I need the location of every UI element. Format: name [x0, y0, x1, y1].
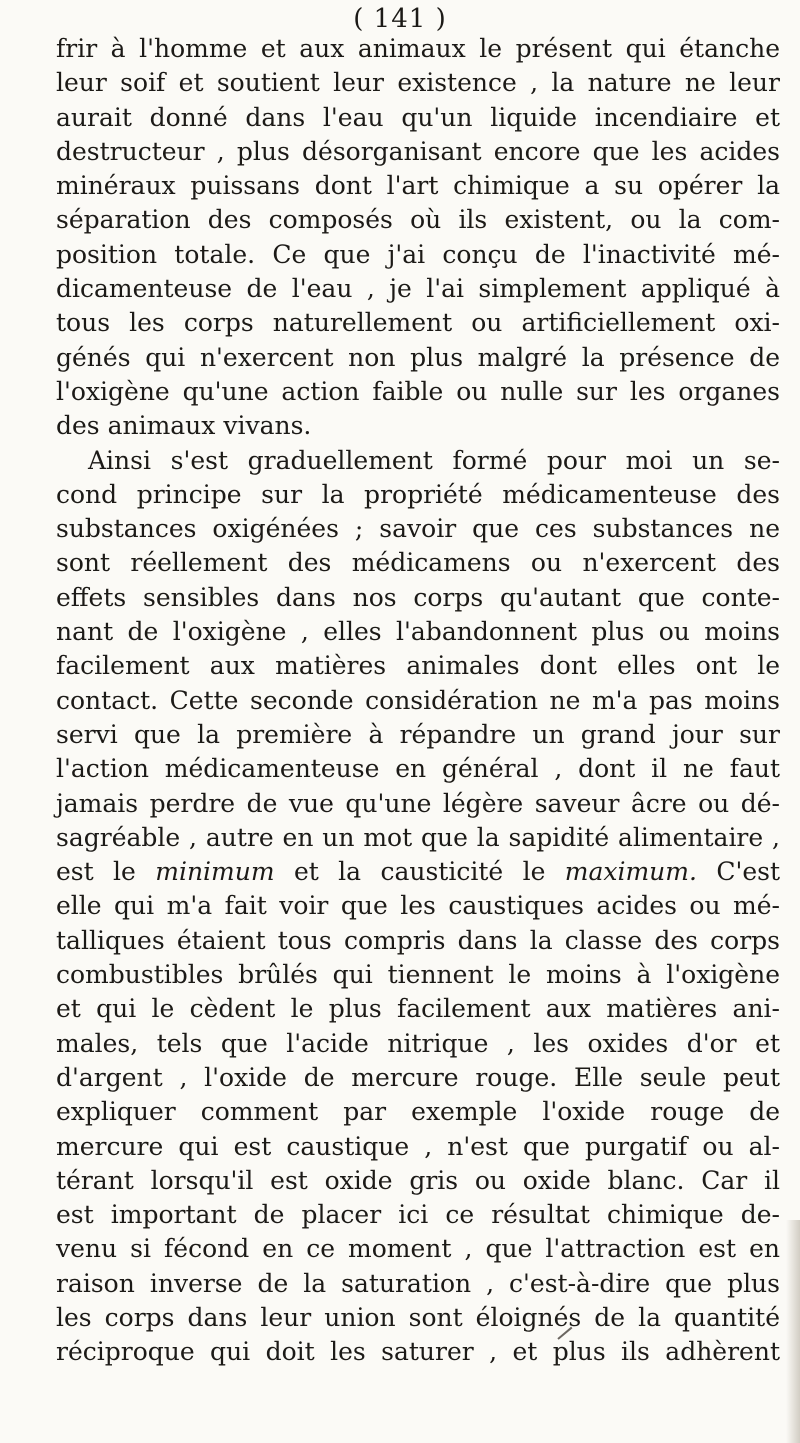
- text-line: servi que la première à répandre un grand jour sur: [56, 719, 780, 749]
- text-line: sagréable , autre en un mot que la sapidité alimentaire ,: [56, 822, 780, 852]
- text-line: l'action médicamenteuse en général , dont il ne faut: [56, 754, 780, 784]
- paragraph-2: [56, 444, 780, 1370]
- text-line: elle qui m'a fait voir que les caustiques acides ou mé-: [56, 891, 780, 921]
- text-line: effets sensibles dans nos corps qu'autant que conte-: [56, 582, 780, 612]
- text-line: leur soif et soutient leur existence , la nature ne leur: [56, 68, 780, 98]
- text-line: facilement aux matières animales dont elles ont le: [56, 651, 780, 681]
- text-line: et qui le cèdent le plus facilement aux matières ani-: [56, 994, 780, 1024]
- text-line: expliquer comment par exemple l'oxide rouge de: [56, 1097, 780, 1127]
- text-line: réciproque qui doit les saturer , et plus ils adhèrent: [56, 1337, 780, 1367]
- text-line: combustibles brûlés qui tiennent le moins à l'oxigène: [56, 960, 780, 990]
- text-line: génés qui n'exercent non plus malgré la présence de: [56, 342, 780, 372]
- text-line: minéraux puissans dont l'art chimique a su opérer la: [56, 171, 780, 201]
- text-line: substances oxigénées ; savoir que ces substances ne: [56, 514, 780, 544]
- text-line: cond principe sur la propriété médicamenteuse des: [56, 479, 780, 509]
- text-line: raison inverse de la saturation , c'est-à-dire que plus: [56, 1268, 780, 1298]
- text-line: séparation des composés où ils existent, ou la com-: [56, 205, 780, 235]
- text-line: est important de placer ici ce résultat chimique de-: [56, 1200, 780, 1230]
- text-line: position totale. Ce que j'ai conçu de l'inactivité mé-: [56, 239, 780, 269]
- text-line: jamais perdre de vue qu'une légère saveur âcre ou dé-: [56, 788, 780, 818]
- italic-term-minimum: minimum: [155, 857, 275, 887]
- text-line: d'argent , l'oxide de mercure rouge. Elle seule peut: [56, 1062, 780, 1092]
- text-line: aurait donné dans l'eau qu'un liquide incendiaire et: [56, 102, 780, 132]
- text-run: C'est: [696, 857, 780, 887]
- paragraph-1: [56, 32, 780, 444]
- text-line: mercure qui est caustique , n'est que purgatif ou al-: [56, 1131, 780, 1161]
- text-line: nant de l'oxigène , elles l'abandonnent plus ou moins: [56, 617, 780, 647]
- text-line: sont réellement des médicamens ou n'exercent des: [56, 548, 780, 578]
- text-line: les corps dans leur union sont éloignés de la quantité: [56, 1302, 780, 1332]
- body-text: [56, 32, 780, 1370]
- page-edge-shadow: [786, 1220, 800, 1443]
- text-line: des animaux vivans.: [56, 411, 312, 441]
- text-line: males, tels que l'acide nitrique , les oxides d'or et: [56, 1028, 780, 1058]
- text-line: térant lorsqu'il est oxide gris ou oxide blanc. Car il: [56, 1165, 780, 1195]
- text-run: est le: [56, 857, 156, 887]
- text-line: dicamenteuse de l'eau , je l'ai simplement appliqué à: [56, 274, 780, 304]
- page-number: ( 141 ): [353, 4, 447, 34]
- text-run: et la causticité le: [274, 857, 565, 887]
- text-line: Ainsi s'est graduellement formé pour moi un se-: [88, 445, 780, 475]
- text-line: contact. Cette seconde considération ne m'a pas moins: [56, 685, 780, 715]
- text-line: talliques étaient tous compris dans la classe des corps: [56, 925, 780, 955]
- text-line: l'oxigène qu'une action faible ou nulle sur les organes: [56, 376, 780, 406]
- text-line: venu si fécond en ce moment , que l'attraction est en: [56, 1234, 780, 1264]
- text-line-with-italics: [56, 855, 780, 889]
- text-line: destructeur , plus désorganisant encore que les acides: [56, 136, 780, 166]
- text-line: frir à l'homme et aux animaux le présent qui étanche: [56, 34, 780, 63]
- text-line: tous les corps naturellement ou artificiellement oxi-: [56, 308, 780, 338]
- italic-term-maximum: maximum.: [564, 857, 697, 887]
